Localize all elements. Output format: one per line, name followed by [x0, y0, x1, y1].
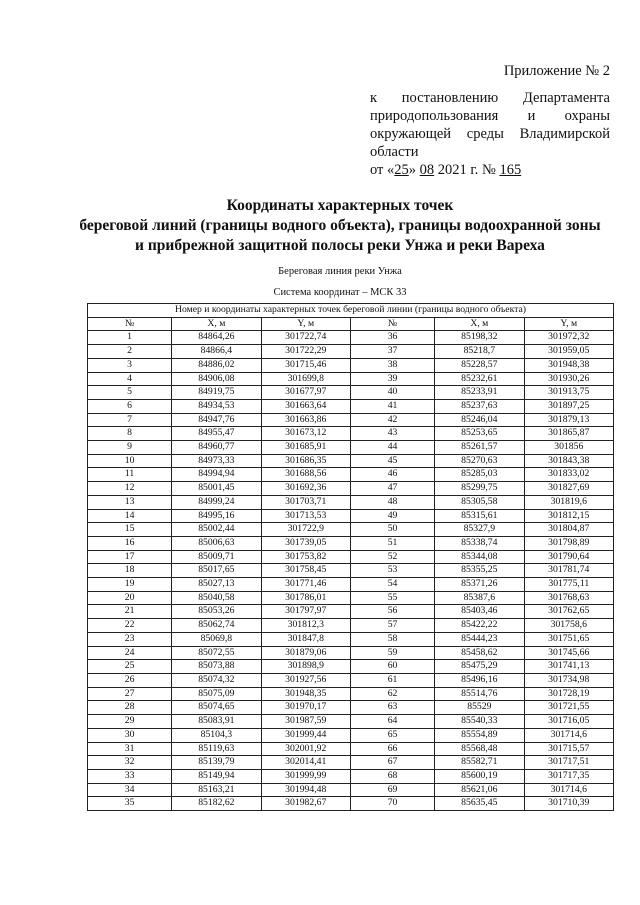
table-cell: 49	[350, 509, 434, 523]
table-cell: 301722,9	[261, 523, 350, 537]
table-cell: 85568,48	[435, 742, 524, 756]
table-row	[88, 523, 614, 537]
table-cell: 53	[350, 564, 434, 578]
coordinates-table	[87, 303, 614, 811]
table-cell: 85422,22	[435, 619, 524, 633]
table-cell: 85458,62	[435, 646, 524, 660]
table-row	[88, 728, 614, 742]
table-row	[88, 687, 614, 701]
table-cell: 84866,4	[172, 345, 261, 359]
table-cell: 301797,97	[261, 605, 350, 619]
table-cell: 85371,26	[435, 578, 524, 592]
table-row	[88, 605, 614, 619]
table-cell: 301999,99	[261, 769, 350, 783]
table-cell: 84919,75	[172, 386, 261, 400]
col-header: Y, м	[524, 317, 613, 331]
table-row	[88, 564, 614, 578]
table-cell: 20	[88, 591, 172, 605]
table-cell: 63	[350, 701, 434, 715]
table-cell: 85305,58	[435, 495, 524, 509]
table-cell: 301762,65	[524, 605, 613, 619]
table-cell: 85237,63	[435, 399, 524, 413]
table-row	[88, 756, 614, 770]
table-cell: 85017,65	[172, 564, 261, 578]
table-cell: 14	[88, 509, 172, 523]
table-cell: 25	[88, 660, 172, 674]
table-cell: 85233,91	[435, 386, 524, 400]
table-cell: 84955,47	[172, 427, 261, 441]
table-cell: 85285,03	[435, 468, 524, 482]
table-row	[88, 646, 614, 660]
table-cell: 85496,16	[435, 673, 524, 687]
table-cell: 55	[350, 591, 434, 605]
table-cell: 1	[88, 331, 172, 345]
table-cell: 84934,53	[172, 399, 261, 413]
table-row	[88, 482, 614, 496]
table-cell: 85069,8	[172, 632, 261, 646]
table-cell: 84973,33	[172, 454, 261, 468]
table-row	[88, 578, 614, 592]
table-row	[88, 701, 614, 715]
table-cell: 301927,56	[261, 673, 350, 687]
appendix-number: Приложение № 2	[503, 63, 610, 79]
table-cell: 301970,17	[261, 701, 350, 715]
table-cell: 27	[88, 687, 172, 701]
table-cell: 85139,79	[172, 756, 261, 770]
table-cell: 85228,57	[435, 358, 524, 372]
table-cell: 24	[88, 646, 172, 660]
table-cell: 85344,08	[435, 550, 524, 564]
table-cell: 301812,15	[524, 509, 613, 523]
table-cell: 67	[350, 756, 434, 770]
table-cell: 301663,64	[261, 399, 350, 413]
table-row	[88, 660, 614, 674]
table-cell: 84999,24	[172, 495, 261, 509]
date-month: 08	[419, 162, 435, 178]
table-cell: 57	[350, 619, 434, 633]
table-cell: 301699,8	[261, 372, 350, 386]
table-cell: 84995,16	[172, 509, 261, 523]
table-cell: 6	[88, 399, 172, 413]
table-cell: 301771,46	[261, 578, 350, 592]
date-year: 2021 г. №	[437, 162, 496, 178]
table-cell: 301721,55	[524, 701, 613, 715]
table-cell: 85009,71	[172, 550, 261, 564]
table-cell: 30	[88, 728, 172, 742]
table-cell: 301843,38	[524, 454, 613, 468]
title-line-1: Координаты характерных точек	[226, 197, 454, 214]
table-cell: 85053,26	[172, 605, 261, 619]
table-cell: 301688,56	[261, 468, 350, 482]
table-cell: 70	[350, 797, 434, 811]
table-cell: 301948,38	[524, 358, 613, 372]
table-row	[88, 495, 614, 509]
col-header: X, м	[172, 317, 261, 331]
table-cell: 301734,98	[524, 673, 613, 687]
table-cell: 85182,62	[172, 797, 261, 811]
table-row	[88, 386, 614, 400]
table-cell: 11	[88, 468, 172, 482]
table-row	[88, 619, 614, 633]
table-cell: 65	[350, 728, 434, 742]
table-cell: 85338,74	[435, 536, 524, 550]
table-cell: 301972,32	[524, 331, 613, 345]
table-cell: 301786,01	[261, 591, 350, 605]
table-cell: 301982,67	[261, 797, 350, 811]
table-cell: 19	[88, 578, 172, 592]
appendix-block	[370, 62, 610, 179]
table-cell: 301999,44	[261, 728, 350, 742]
table-row	[88, 536, 614, 550]
table-cell: 301897,25	[524, 399, 613, 413]
table-cell: 22	[88, 619, 172, 633]
table-cell: 85253,65	[435, 427, 524, 441]
table-cell: 301879,13	[524, 413, 613, 427]
table-cell: 35	[88, 797, 172, 811]
table-cell: 85062,74	[172, 619, 261, 633]
table-cell: 301715,46	[261, 358, 350, 372]
table-cell: 301959,05	[524, 345, 613, 359]
table-cell: 301741,13	[524, 660, 613, 674]
table-cell: 85163,21	[172, 783, 261, 797]
table-cell: 301739,05	[261, 536, 350, 550]
table-cell: 62	[350, 687, 434, 701]
table-cell: 85149,94	[172, 769, 261, 783]
table-row	[88, 509, 614, 523]
table-cell: 85529	[435, 701, 524, 715]
table-cell: 301994,48	[261, 783, 350, 797]
table-cell: 84886,02	[172, 358, 261, 372]
table-cell: 301913,75	[524, 386, 613, 400]
table-cell: 85040,58	[172, 591, 261, 605]
table-caption: Номер и координаты характерных точек береговой линии (границы водного объекта)	[88, 304, 614, 318]
table-cell: 85072,55	[172, 646, 261, 660]
table-cell: 301948,35	[261, 687, 350, 701]
table-row	[88, 427, 614, 441]
table-cell: 2	[88, 345, 172, 359]
table-cell: 85582,71	[435, 756, 524, 770]
table-cell: 85074,65	[172, 701, 261, 715]
table-row	[88, 345, 614, 359]
table-cell: 301692,36	[261, 482, 350, 496]
table-cell: 26	[88, 673, 172, 687]
table-cell: 301751,65	[524, 632, 613, 646]
table-cell: 301715,57	[524, 742, 613, 756]
table-cell: 84906,08	[172, 372, 261, 386]
table-cell: 301710,39	[524, 797, 613, 811]
table-cell: 33	[88, 769, 172, 783]
table-cell: 301847,8	[261, 632, 350, 646]
table-cell: 45	[350, 454, 434, 468]
table-row	[88, 550, 614, 564]
table-cell: 85073,88	[172, 660, 261, 674]
table-cell: 40	[350, 386, 434, 400]
table-cell: 3	[88, 358, 172, 372]
table-cell: 51	[350, 536, 434, 550]
table-cell: 85635,45	[435, 797, 524, 811]
table-cell: 301781,74	[524, 564, 613, 578]
table-cell: 301753,82	[261, 550, 350, 564]
table-cell: 21	[88, 605, 172, 619]
table-cell: 37	[350, 345, 434, 359]
appendix-text: к постановлению Департамента природопользования и охраны окружающей среды Владимирской области	[370, 90, 610, 160]
table-cell: 85315,61	[435, 509, 524, 523]
table-cell: 301717,35	[524, 769, 613, 783]
table-cell: 85621,06	[435, 783, 524, 797]
table-row	[88, 797, 614, 811]
table-header-row	[88, 317, 614, 331]
table-cell: 301722,74	[261, 331, 350, 345]
table-row	[88, 742, 614, 756]
table-cell: 85002,44	[172, 523, 261, 537]
table-cell: 84994,94	[172, 468, 261, 482]
table-row	[88, 372, 614, 386]
table-cell: 301677,97	[261, 386, 350, 400]
table-cell: 7	[88, 413, 172, 427]
table-cell: 301703,71	[261, 495, 350, 509]
table-cell: 302014,41	[261, 756, 350, 770]
table-cell: 84960,77	[172, 441, 261, 455]
title-line-2: береговой линий (границы водного объекта), границы водоохранной зоны	[79, 217, 601, 234]
table-cell: 84864,26	[172, 331, 261, 345]
table-cell: 85600,19	[435, 769, 524, 783]
table-row	[88, 331, 614, 345]
table-cell: 301728,19	[524, 687, 613, 701]
table-cell: 301865,87	[524, 427, 613, 441]
table-cell: 301804,87	[524, 523, 613, 537]
table-cell: 84947,76	[172, 413, 261, 427]
table-cell: 85444,23	[435, 632, 524, 646]
table-cell: 301812,3	[261, 619, 350, 633]
table-cell: 301856	[524, 441, 613, 455]
table-row	[88, 454, 614, 468]
table-cell: 301685,91	[261, 441, 350, 455]
table-cell: 29	[88, 715, 172, 729]
title-line-3: и прибрежной защитной полосы реки Унжа и реки Вареха	[135, 237, 545, 254]
table-cell: 48	[350, 495, 434, 509]
table-cell: 85119,63	[172, 742, 261, 756]
table-cell: 8	[88, 427, 172, 441]
table-cell: 28	[88, 701, 172, 715]
table-cell: 64	[350, 715, 434, 729]
table-cell: 301663,86	[261, 413, 350, 427]
table-row	[88, 715, 614, 729]
table-cell: 38	[350, 358, 434, 372]
table-cell: 60	[350, 660, 434, 674]
table-cell: 85232,61	[435, 372, 524, 386]
table-cell: 85554,89	[435, 728, 524, 742]
col-header: №	[88, 317, 172, 331]
table-cell: 301758,6	[524, 619, 613, 633]
table-cell: 42	[350, 413, 434, 427]
table-cell: 301898,9	[261, 660, 350, 674]
table-cell: 85027,13	[172, 578, 261, 592]
table-cell: 301987,59	[261, 715, 350, 729]
table-cell: 41	[350, 399, 434, 413]
table-cell: 59	[350, 646, 434, 660]
table-cell: 56	[350, 605, 434, 619]
table-cell: 301930,26	[524, 372, 613, 386]
table-cell: 66	[350, 742, 434, 756]
table-cell: 302001,92	[261, 742, 350, 756]
table-cell: 301833,02	[524, 468, 613, 482]
table-cell: 85198,32	[435, 331, 524, 345]
table-cell: 301775,11	[524, 578, 613, 592]
col-header: №	[350, 317, 434, 331]
table-cell: 85074,32	[172, 673, 261, 687]
table-cell: 301768,63	[524, 591, 613, 605]
table-cell: 301879,06	[261, 646, 350, 660]
table-cell: 85218,7	[435, 345, 524, 359]
table-cell: 85006,63	[172, 536, 261, 550]
table-row	[88, 769, 614, 783]
table-cell: 301827,69	[524, 482, 613, 496]
table-cell: 18	[88, 564, 172, 578]
table-cell: 23	[88, 632, 172, 646]
table-cell: 301758,45	[261, 564, 350, 578]
table-cell: 301745,66	[524, 646, 613, 660]
table-cell: 85387,6	[435, 591, 524, 605]
table-cell: 301722,29	[261, 345, 350, 359]
table-cell: 54	[350, 578, 434, 592]
coordinate-system: Система координат – МСК 33	[273, 287, 407, 298]
table-cell: 85299,75	[435, 482, 524, 496]
table-cell: 52	[350, 550, 434, 564]
table-cell: 4	[88, 372, 172, 386]
table-cell: 32	[88, 756, 172, 770]
table-cell: 16	[88, 536, 172, 550]
table-cell: 61	[350, 673, 434, 687]
table-cell: 68	[350, 769, 434, 783]
table-row	[88, 783, 614, 797]
table-cell: 301713,53	[261, 509, 350, 523]
table-cell: 301714,6	[524, 783, 613, 797]
table-cell: 85104,3	[172, 728, 261, 742]
table-cell: 85001,45	[172, 482, 261, 496]
table-cell: 301798,89	[524, 536, 613, 550]
appendix-date	[370, 161, 610, 179]
table-row	[88, 441, 614, 455]
table-cell: 85261,57	[435, 441, 524, 455]
table-cell: 301790,64	[524, 550, 613, 564]
table-row	[88, 358, 614, 372]
table-cell: 301717,51	[524, 756, 613, 770]
table-cell: 44	[350, 441, 434, 455]
date-mid: »	[408, 162, 417, 178]
table-cell: 301673,12	[261, 427, 350, 441]
table-cell: 85475,29	[435, 660, 524, 674]
table-cell: 85403,46	[435, 605, 524, 619]
table-row	[88, 413, 614, 427]
table-cell: 58	[350, 632, 434, 646]
table-row	[88, 591, 614, 605]
table-cell: 301716,05	[524, 715, 613, 729]
date-day: 25	[394, 162, 409, 178]
table-cell: 39	[350, 372, 434, 386]
table-row	[88, 673, 614, 687]
table-cell: 301819,6	[524, 495, 613, 509]
table-cell: 9	[88, 441, 172, 455]
table-cell: 85355,25	[435, 564, 524, 578]
col-header: Y, м	[261, 317, 350, 331]
doc-number: 165	[499, 162, 522, 178]
table-cell: 31	[88, 742, 172, 756]
table-cell: 85083,91	[172, 715, 261, 729]
table-cell: 46	[350, 468, 434, 482]
document-title	[60, 196, 620, 256]
shoreline-subtitle: Береговая линия реки Унжа	[278, 266, 402, 277]
table-cell: 85270,63	[435, 454, 524, 468]
table-cell: 36	[350, 331, 434, 345]
table-cell: 85327,9	[435, 523, 524, 537]
table-cell: 47	[350, 482, 434, 496]
table-cell: 301686,35	[261, 454, 350, 468]
table-row	[88, 399, 614, 413]
table-cell: 85246,04	[435, 413, 524, 427]
col-header: X, м	[435, 317, 524, 331]
table-cell: 34	[88, 783, 172, 797]
table-row	[88, 468, 614, 482]
table-cell: 5	[88, 386, 172, 400]
table-cell: 12	[88, 482, 172, 496]
table-cell: 85514,76	[435, 687, 524, 701]
table-row	[88, 632, 614, 646]
table-cell: 10	[88, 454, 172, 468]
table-cell: 17	[88, 550, 172, 564]
table-cell: 69	[350, 783, 434, 797]
table-cell: 85075,09	[172, 687, 261, 701]
table-cell: 43	[350, 427, 434, 441]
table-cell: 85540,33	[435, 715, 524, 729]
table-cell: 15	[88, 523, 172, 537]
date-prefix: от «	[370, 162, 395, 178]
table-cell: 50	[350, 523, 434, 537]
table-cell: 13	[88, 495, 172, 509]
table-cell: 301714,6	[524, 728, 613, 742]
